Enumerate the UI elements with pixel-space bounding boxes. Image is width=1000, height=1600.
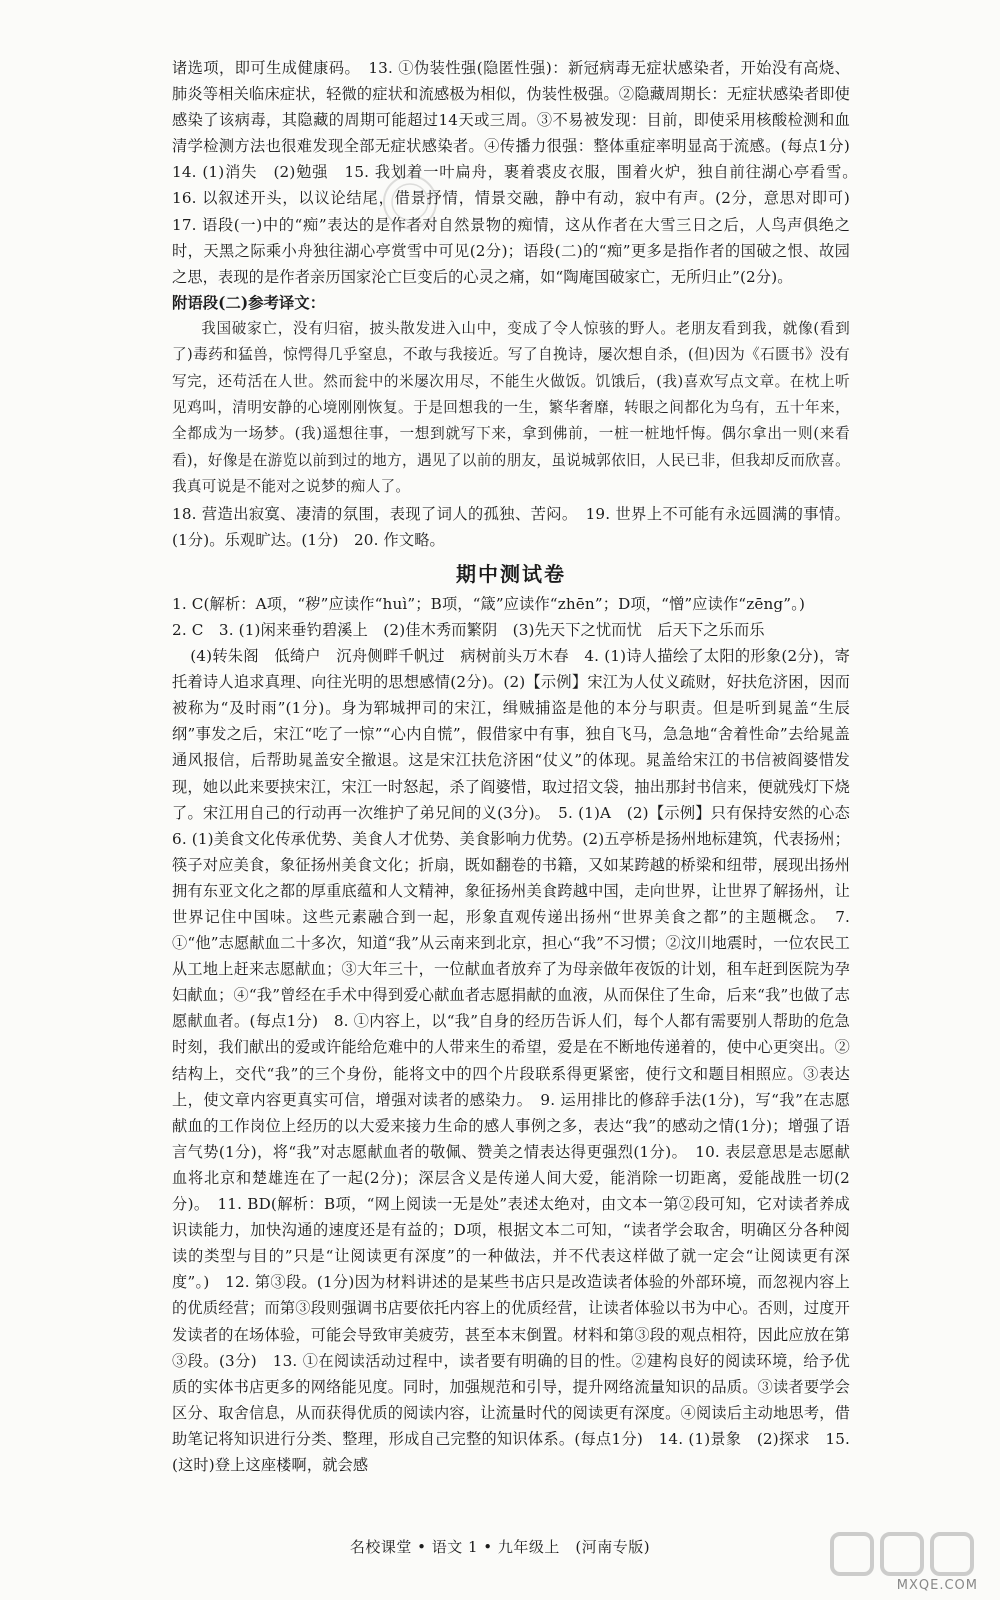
appendix-heading: 附语段(二)参考译文： bbox=[172, 293, 326, 312]
reference-translation: 我国破家亡，没有归宿，披头散发进入山中，变成了令人惊骇的野人。老朋友看到我，就像(看到了)毒药和猛兽，惊愕得几乎窒息，不敢与我接近。写了自挽诗，屡次想自杀，(但)因为《石匮书》没有写完，还苟活在人世。然而瓮中的米屡次用尽，不能生火做饭。饥饿后，(我)喜欢写点文章。在枕上听见鸡叫，清明安静的心境刚刚恢复。于是回想我的一生，繁华奢靡，转眼之间都化为乌有，五十年来，全都成为一场梦。(我)遥想往事，一想到就写下来，拿到佛前，一桩一桩地忏悔。偶尔拿出一则(来看看)，好像是在游览以前到过的地方，遇见了以前的朋友，虽说城郭依旧，人民已非，但我却反而欣喜。我真可说是不能对之说梦的痴人了。 bbox=[172, 319, 850, 496]
midterm-q1: 1. C(解析：A项，“秽”应读作“huì”；B项，“箴”应读作“zhēn”；D项，“憎”应读作“zēng”。) bbox=[172, 594, 806, 613]
answer-paragraph-18-20: 18. 营造出寂寞、凄清的氛围，表现了词人的孤独、苦闷。 19. 世界上不可能有永远圆满的事情。(1分)。乐观旷达。(1分) 20. 作文略。 bbox=[172, 504, 850, 549]
answer-paragraph-top: 诸选项，即可生成健康码。 13. ①伪装性强(隐匿性强)：新冠病毒无症状感染者，开始没有高烧、肺炎等相关临床症状，轻微的症状和流感极为相似，伪装性极强。②隐藏周期长：无症状感染者即使感染了该病毒，其隐藏的周期可能超过14天或三周。③不易被发现：目前，即使采用核酸检测和血清学检测方法也很难发现全部无症状感染者。④传播力很强：整体重症率明显高于流感。(每点1分) 14. (1)消失 (2)勉强 15. 我划着一叶扁舟，裹着裘皮衣服，围着火炉，独自前往湖心亭看雪。 16. 以叙述开头，以议论结尾，借景抒情，情景交融，静中有动，寂中有声。(2分，意思对即可) 17. 语段(一)中的“痴”表达的是作者对自然景物的痴情，这从作者在大雪三日之后，人鸟声俱绝之时，天黑之际乘小舟独往湖心亭赏雪中可见(2分)；语段(二)的“痴”更多是指作者的国破之恨、故园之思，表现的是作者亲历国家沦亡巨变后的心灵之痛，如“陶庵国破家亡，无所归止”(2分)。 bbox=[172, 59, 866, 286]
watermark-text: MXQE.COM bbox=[896, 1578, 978, 1593]
section-title: 期中测试卷 bbox=[456, 561, 566, 586]
midterm-rest: (4)转朱阁 低绮户 沉舟侧畔千帆过 病树前头万木春 4. (1)诗人描绘了太阳的形象(2分)，寄托着诗人追求真理、向往光明的思想感情(2分)。(2)【示例】宋江为人仗义疏财，好扶危济困，因而被称为“及时雨”(1分)。身为郓城押司的宋江，缉贼捕盗是他的本分与职责。但是听到晁盖“生辰纲”事发之后，宋江“吃了一惊”“心内自慌”，假借家中有事，独自飞马，急急地“舍着性命”去给晁盖通风报信，后帮助晁盖安全撤退。这是宋江扶危济困“仗义”的体现。晁盖给宋江的书信被阎婆惜发现，她以此来要挟宋江，宋江一时怒起，杀了阎婆惜，取过招文袋，抽出那封书信来，便就残灯下烧了。宋江用自己的行动再一次维护了弟兄间的义(3分)。 5. (1)A (2)【示例】只有保持安然的心态 6. (1)美食文化传承优势、美食人才优势、美食影响力优势。(2)五亭桥是扬州地标建筑，代表扬州；筷子对应美食，象征扬州美食文化；折扇，既如翻卷的书籍，又如某跨越的桥梁和纽带，展现出扬州拥有东亚文化之都的厚重底蕴和人文精神，象征扬州美食跨越中国，走向世界，让世界了解扬州，让世界记住中国味。这些元素融合到一起，形象直观传递出扬州“世界美食之都”的主题概念。 7. ①“他”志愿献血二十多次，知道“我”从云南来到北京，担心“我”不习惯；②汶川地震时，一位农民工从工地上赶来志愿献血；③大年三十，一位献血者放弃了为母亲做年夜饭的计划，租车赶到医院为孕妇献血；④“我”曾经在手术中得到爱心献血者志愿捐献的血液，从而保住了生命，后来“我”也做了志愿献血者。(每点1分) 8. ①内容上，以“我”自身的经历告诉人们，每个人都有需要别人帮助的危急时刻，我们献出的爱或许能给危难中的人带来生的希望，爱是在不断地传递着的，使中心更突出。②结构上，交代“我”的三个身份，能将文中的四个片段联系得更紧密，使行文和题目相照应。③表达上，使文章内容更真实可信，增强对读者的感染力。 9. 运用排比的修辞手法(1分)，写“我”在志愿献血的工作岗位上经历的以大爱来接力生命的感人事例之多，表达“我”的感动之情(1分)；增强了语言气势(1分)，将“我”对志愿献血者的敬佩、赞美之情表达得更强烈(1分)。 10. 表层意思是志愿献血将北京和楚雄连在了一起(2分)；深层含义是传递人间大爱，能消除一切距离，爱能战胜一切(2分)。 11. BD(解析：B项，“网上阅读一无是处”表述太绝对，由文本一第②段可知，它对读者养成识读能力，加快沟通的速度还是有益的；D项，根据文本二可知，“读者学会取舍，明确区分各种阅读的类型与目的”只是“让阅读更有深度”的一种做法，并不代表这样做了就一定会“让阅读更有深度”。) 12. 第③段。(1分)因为材料讲述的是某些书店只是改造读者体验的外部环境，而忽视内容上的优质经营；而第③段则强调书店要依托内容上的优质经营，让读者体验以书为中心。否则，过度开发读者的在场体验，可能会导致审美疲劳，甚至本末倒置。材料和第③段的观点相符，因此应放在第③段。(3分) 13. ①在阅读活动过程中，读者要有明确的目的性。②建构良好的阅读环境，给予优质的实体书店更多的网络能见度。同时，加强规范和引导，提升网络流量知识的品质。③读者要学会区分、取舍信息，从而获得优质的阅读内容，让流量时代的阅读更有深度。④阅读后主动地思考，借助笔记将知识进行分类、整理，形成自己完整的知识体系。(每点1分) 14. (1)景象 (2)探求 15. (这时)登上这座楼啊，就会感 bbox=[172, 647, 866, 1474]
page-footer: 名校课堂 • 语文 1 • 九年级上 (河南专版) bbox=[349, 1538, 651, 1556]
faint-stamp-icon bbox=[380, 172, 440, 232]
midterm-q2-3: 2. C 3. (1)闲来垂钓碧溪上 (2)佳木秀而繁阴 (3)先天下之忧而忧 后天下之乐而乐 bbox=[172, 620, 765, 639]
